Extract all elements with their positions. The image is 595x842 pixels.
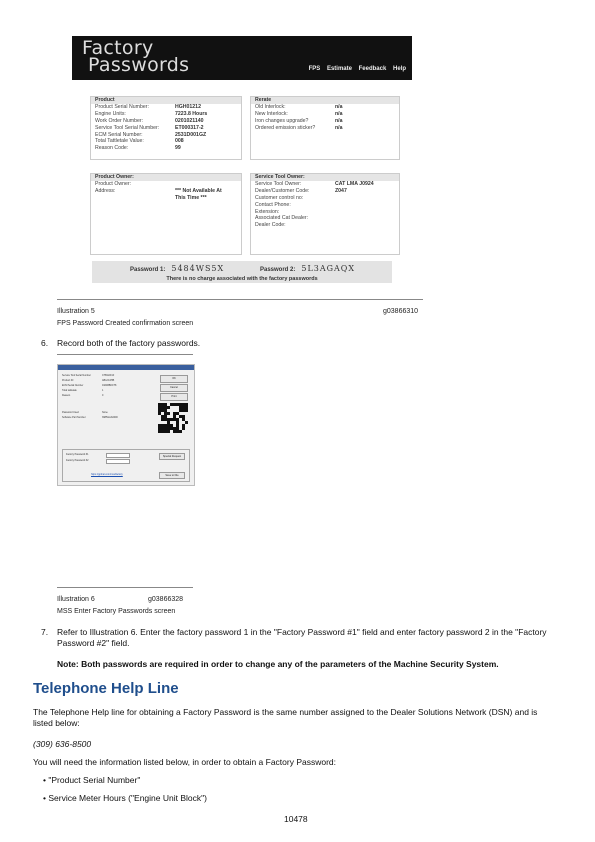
password1-value: 5484WS5X bbox=[171, 264, 225, 273]
service-tool-owner-box bbox=[250, 173, 400, 255]
info-label: Reason Code: bbox=[95, 145, 129, 152]
info-value: n/a bbox=[335, 110, 343, 117]
owner-row bbox=[91, 181, 241, 188]
info-value: 99 bbox=[175, 145, 181, 152]
mss-info-value: None bbox=[102, 411, 108, 414]
info-value: 2531D001GZ bbox=[175, 131, 207, 138]
password2 bbox=[260, 264, 355, 273]
info-row bbox=[91, 138, 241, 145]
address-row bbox=[91, 188, 241, 202]
mss-info-row bbox=[62, 374, 114, 377]
info-row bbox=[91, 104, 241, 111]
info-row bbox=[251, 188, 399, 195]
info-label: Associated Cat Dealer: bbox=[255, 215, 309, 222]
password2-value: 5L3AGAQX bbox=[301, 264, 356, 273]
info-value: n/a bbox=[335, 124, 343, 131]
info-label: Iron changes upgrade? bbox=[255, 117, 309, 124]
info-value: 7223.8 Hours bbox=[175, 110, 208, 117]
pw2-row bbox=[66, 459, 130, 464]
mss-info-label: Password Used bbox=[62, 411, 79, 414]
step6-number: 6. bbox=[41, 338, 49, 348]
mss-info-value: 1 bbox=[102, 389, 104, 392]
info-row bbox=[251, 104, 399, 111]
info-label: Customer control no: bbox=[255, 194, 304, 201]
pw2-label: Factory Password #2 bbox=[66, 459, 89, 462]
pw1-row bbox=[66, 453, 130, 458]
mss-dialog-screenshot bbox=[57, 364, 195, 486]
mss-info-row bbox=[62, 416, 118, 419]
caption5-title: Illustration 5 bbox=[57, 308, 95, 315]
rerate-box bbox=[250, 96, 400, 160]
caption5-code: g03866310 bbox=[383, 308, 419, 315]
ill6-top-rule bbox=[57, 354, 193, 355]
step7-number: 7. bbox=[41, 627, 49, 637]
service-tool-owner-title: Service Tool Owner: bbox=[251, 174, 399, 181]
info-row bbox=[251, 181, 399, 188]
info-label: Total Tattletale Value: bbox=[95, 138, 144, 145]
mss-info-value: AB12C4HB bbox=[102, 379, 115, 382]
factory-password-group bbox=[62, 449, 190, 482]
caption5-desc: FPS Password Created confirmation screen bbox=[57, 320, 194, 327]
step7-text: Refer to Illustration 6. Enter the factory password 1 in the "Factory Password #1" field and enter factory password 2 in the "Factory Password #2" field. bbox=[57, 627, 547, 648]
phone-number: (309) 636-8500 bbox=[33, 739, 92, 749]
info-row bbox=[251, 215, 399, 222]
info-label: Product Serial Number: bbox=[95, 103, 149, 110]
caption6-desc: MSS Enter Factory Passwords screen bbox=[57, 608, 176, 615]
info-row bbox=[91, 132, 241, 139]
password2-label: Password 2: bbox=[260, 267, 296, 273]
info-row bbox=[251, 118, 399, 125]
section-heading: Telephone Help Line bbox=[33, 680, 179, 697]
mss-info-label: ECM Serial Number bbox=[62, 384, 84, 387]
info-row bbox=[251, 222, 399, 229]
info-label: Contact Phone: bbox=[255, 201, 291, 208]
address-label: Address: bbox=[95, 187, 116, 194]
info-label: Service Tool Serial Number: bbox=[95, 124, 160, 131]
info-row bbox=[91, 118, 241, 125]
qr-code-icon bbox=[158, 403, 188, 433]
nav-fps[interactable]: FPS bbox=[308, 66, 321, 72]
mss-info-label: Service Tool Serial Number bbox=[62, 374, 91, 377]
mss-info-label: Product ID bbox=[62, 379, 74, 382]
info-value: HGH01212 bbox=[175, 103, 201, 110]
nav-help[interactable]: Help bbox=[392, 66, 406, 72]
info-value: 008 bbox=[175, 138, 184, 145]
info-row bbox=[251, 195, 399, 202]
save-to-file-button[interactable]: Save to File bbox=[159, 472, 185, 479]
info-value: Z047 bbox=[335, 187, 347, 194]
bullet-text: "Product Serial Number" bbox=[48, 775, 141, 785]
pw2-input[interactable] bbox=[106, 459, 130, 464]
step6-text: Record both of the factory passwords. bbox=[57, 338, 201, 348]
fps-header bbox=[72, 36, 412, 80]
mss-info-value: CTBG0F1F bbox=[102, 374, 115, 377]
password1 bbox=[130, 264, 224, 273]
caption6-rule bbox=[57, 587, 193, 588]
mss-info-label: Software Part Number bbox=[62, 416, 86, 419]
pw1-label: Factory Password #1 bbox=[66, 453, 89, 456]
bullet-text: Service Meter Hours ("Engine Unit Block") bbox=[48, 793, 207, 803]
caption6-code: g03866328 bbox=[148, 596, 184, 603]
bullet-item: • "Product Serial Number" bbox=[43, 775, 141, 785]
cancel-button[interactable]: Cancel bbox=[160, 384, 188, 392]
ok-button[interactable]: OK bbox=[160, 375, 188, 383]
info-label: Dealer/Customer Code: bbox=[255, 187, 310, 194]
owner-label: Product Owner: bbox=[95, 180, 132, 187]
nav-estimate[interactable]: Estimate bbox=[326, 66, 352, 72]
mss-info-value: 3985GAA0000 bbox=[102, 416, 118, 419]
info-label: ECM Serial Number: bbox=[95, 131, 143, 138]
mss-info-value: 0 bbox=[102, 394, 104, 397]
info-value: n/a bbox=[335, 117, 343, 124]
info-label: Service Tool Owner: bbox=[255, 180, 302, 187]
info-label: Work Order Number: bbox=[95, 117, 144, 124]
nav-feedback[interactable]: Feedback bbox=[358, 66, 387, 72]
info-label: Extension: bbox=[255, 208, 280, 215]
special-request-button[interactable]: Special Request bbox=[159, 453, 185, 460]
intro-paragraph: The Telephone Help line for obtaining a Factory Password is the same number assigned to the Dealer Solutions Network (DSN) and is listed below: bbox=[33, 707, 538, 728]
info-row bbox=[91, 111, 241, 118]
caption5-rule bbox=[57, 299, 423, 300]
info-label: Ordered emission sticker? bbox=[255, 124, 316, 131]
caption6-title: Illustration 6 bbox=[57, 596, 95, 603]
info-value: ET000317-2 bbox=[175, 124, 204, 131]
mss-info-value: 0164BB0CT8 bbox=[102, 384, 117, 387]
fps-logo-title bbox=[82, 37, 190, 76]
mss-info-row bbox=[62, 379, 114, 382]
fps-nav bbox=[304, 66, 406, 72]
info-value: n/a bbox=[335, 103, 343, 110]
step7-note: Note: Both passwords are required in order to change any of the parameters of the Machine Security System. bbox=[57, 659, 499, 669]
fps-confirmation-screenshot bbox=[72, 36, 412, 284]
mss-info-row bbox=[62, 394, 103, 397]
info-paragraph: You will need the information listed below, in order to obtain a Factory Password: bbox=[33, 757, 337, 767]
rerate-box-title: Rerate bbox=[251, 97, 399, 104]
factory-link[interactable]: https://gpfcat.com/mss/factory bbox=[91, 473, 123, 476]
info-label: New Interlock: bbox=[255, 110, 288, 117]
no-charge-note: There is no charge associated with the factory passwords bbox=[166, 276, 318, 282]
mss-info-row bbox=[62, 389, 103, 392]
print-button[interactable]: Print bbox=[160, 393, 188, 401]
info-row bbox=[251, 111, 399, 118]
info-label: Engine Units: bbox=[95, 110, 126, 117]
bullet-item: • Service Meter Hours ("Engine Unit Block") bbox=[43, 793, 207, 803]
product-owner-title: Product Owner: bbox=[91, 174, 241, 181]
mss-titlebar bbox=[58, 365, 194, 370]
passwords-bar bbox=[92, 261, 392, 283]
info-row bbox=[91, 125, 241, 132]
mss-info-label: Total tattletale bbox=[62, 389, 77, 392]
product-box-title: Product bbox=[91, 97, 241, 104]
info-value: 0201021140 bbox=[175, 117, 204, 124]
info-row bbox=[91, 145, 241, 152]
info-label: Dealer Code: bbox=[255, 222, 286, 229]
fps-title-line1: Factory bbox=[82, 37, 154, 59]
product-box bbox=[90, 96, 242, 160]
mss-info-row bbox=[62, 384, 116, 387]
password1-label: Password 1: bbox=[130, 267, 166, 273]
pw1-input[interactable] bbox=[106, 453, 130, 458]
product-owner-box bbox=[90, 173, 242, 255]
info-row bbox=[251, 209, 399, 216]
fps-title-line2: Passwords bbox=[88, 54, 190, 76]
info-value: CAT LMA J0924 bbox=[335, 180, 374, 187]
page-number: 10478 bbox=[284, 814, 308, 824]
info-row bbox=[251, 125, 399, 132]
address-value: *** Not Available At This Time *** bbox=[175, 187, 222, 201]
info-label: Old Interlock: bbox=[255, 103, 286, 110]
info-row bbox=[251, 202, 399, 209]
mss-info-label: Reason bbox=[62, 394, 71, 397]
mss-info-row bbox=[62, 411, 108, 414]
